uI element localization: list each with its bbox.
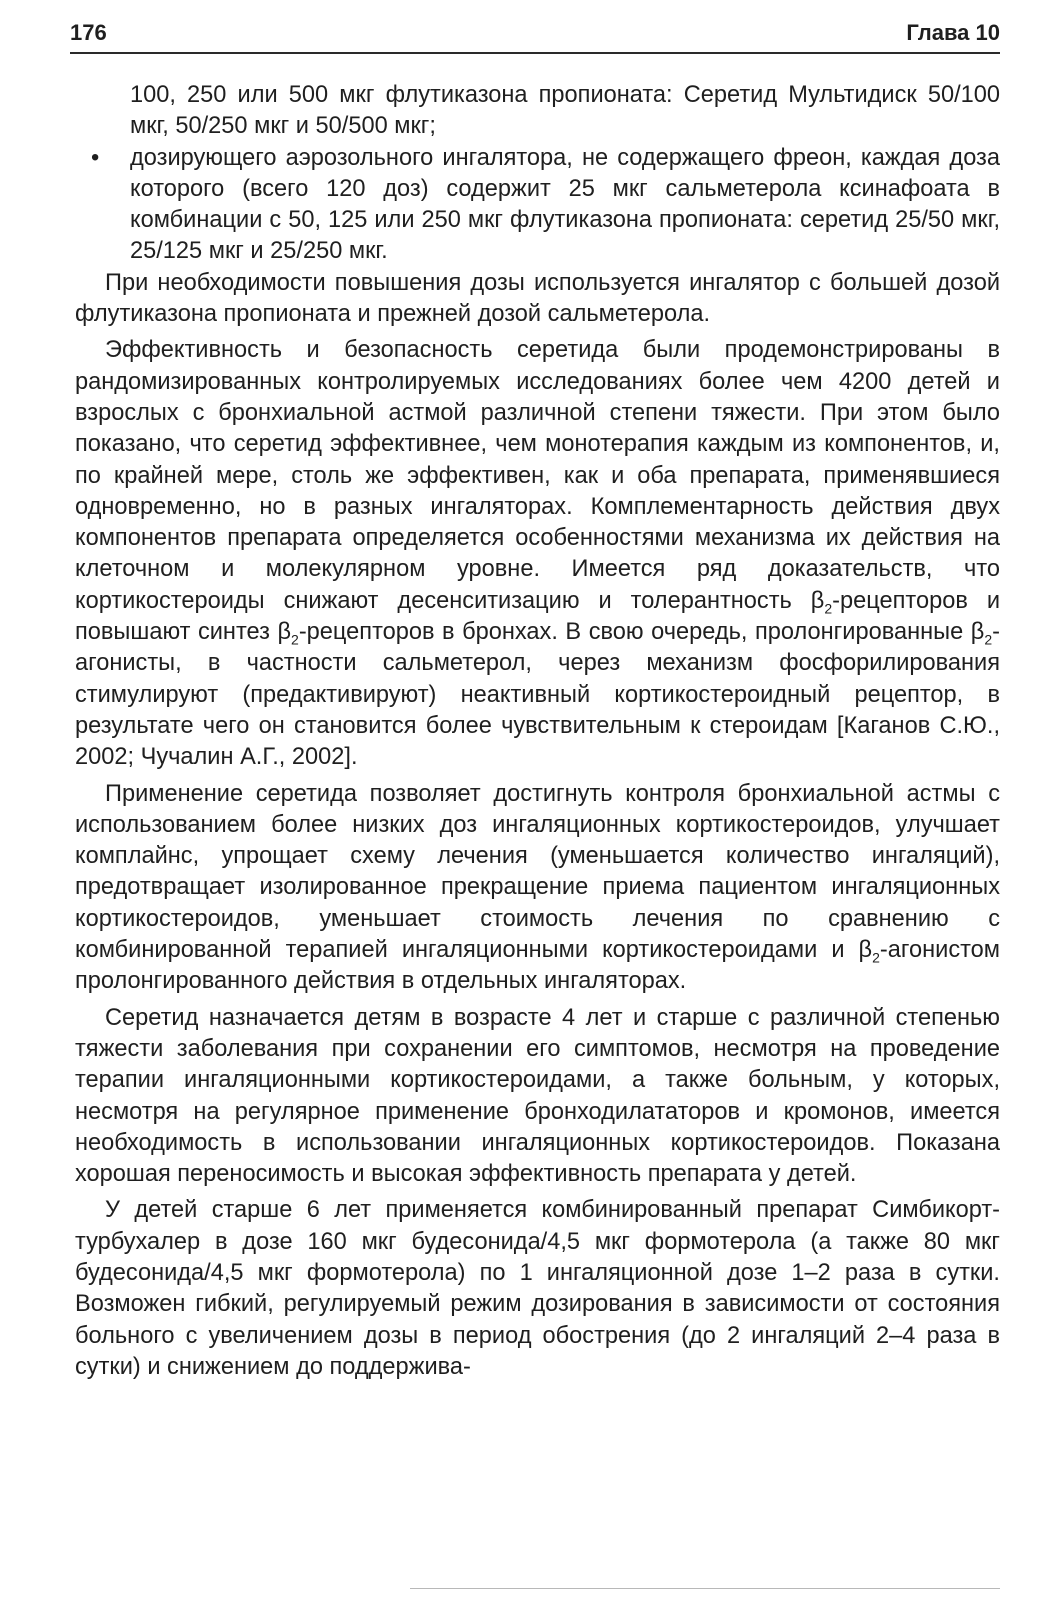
chapter-label: Глава 10 — [906, 20, 1000, 45]
subscript: 2 — [872, 949, 880, 966]
paragraph-2-part-a: Эффективность и безопасность серетида были продемонстрированы в рандомизированных контролируемых исследованиях более чем 4200 детей и взрослых с бронхиальной астмой различной степени тяжести. При этом было показано, что серетид эффективнее, чем монотерапия каждым из компонентов, и, по крайней мере, столь же эффективен, как и оба препарата, применявшиеся одновременно, но в разных ингаляторах. Комплементарность действия двух компонентов препарата определяется особенностями механизма их действия на клеточном и молекулярном уровне. Имеется ряд доказательств, что кортикостероиды снижают десенситизацию и толерантность β — [75, 337, 1000, 614]
page-body — [75, 80, 1000, 1383]
paragraph-2-part-d: -агонисты, в частности сальметерол, через механизм фосфорилирования стимулируют (предактивируют) неактивный кортикостероидный рецептор, в результате чего он становится более чувствительным к стероидам [Каганов С.Ю., 2002; Чучалин А.Г., 2002]. — [75, 619, 1000, 771]
bottom-rule — [410, 1588, 1000, 1589]
paragraph-2 — [75, 335, 1000, 773]
paragraph-1: При необходимости повышения дозы используется ингалятор с большей дозой флутиказона пропионата и прежней дозой сальметерола. — [75, 269, 1000, 328]
running-head — [70, 18, 1000, 54]
paragraph-4: Серетид назначается детям в возрасте 4 лет и старше с различной степенью тяжести заболевания при сохранении его симптомов, несмотря на проведение терапии ингаляционными кортикостероидами, а также больным, у которых, несмотря на регулярное применение бронходилататоров и кромонов, имеется необходимость в использовании ингаляционных кортикостероидов. Показана хорошая переносимость и высокая эффективность препарата у детей. — [75, 1004, 1000, 1188]
subscript: 2 — [824, 600, 833, 617]
subscript: 2 — [984, 631, 993, 648]
paragraph-3 — [75, 779, 1000, 998]
paragraph-2-part-b: -рецепторов и повышают синтез β — [75, 587, 1001, 646]
page-number: 176 — [70, 20, 107, 45]
paragraph-3-part-a: Применение серетида позволяет достигнуть контроля бронхиальной астмы с использованием более низких доз ингаляционных кортикостероидов, улучшает комплайнс, упрощает схему лечения (уменьшается количество ингаляций), предотвращает изолированное прекращение приема пациентом ингаляционных кортикостероидов, уменьшает стоимость лечения по сравнению с комбинированной терапией ингаляционными кортикостероидами и β — [75, 780, 1000, 964]
list-item — [75, 143, 1000, 268]
subscript: 2 — [291, 631, 299, 648]
bullet-icon: • — [91, 144, 100, 171]
list-continuation: 100, 250 или 500 мкг флутиказона пропионата: Серетид Мультидиск 50/100 мкг, 50/250 мкг и 50/500 мкг; — [130, 82, 1000, 140]
list-item-text: дозирующего аэрозольного ингалятора, не содержащего фреон, каждая доза которого (всего 120 доз) содержит 25 мкг сальметерола ксинафоата в комбинации с 50, 125 или 250 мкг флутиказона пропионата: серетид 25/50 мкг, 25/125 мкг и 25/250 мкг. — [130, 144, 1000, 265]
paragraph-5: У детей старше 6 лет применяется комбинированный препарат Симбикорт-турбухалер в дозе 160 мкг будесонида/4,5 мкг формотерола (а также 80 мкг будесонида/4,5 мкг формотерола) по 1 ингаляционной дозе 1–2 раза в сутки. Возможен гибкий, регулируемый режим дозирования в зависимости от состояния больного с увеличением дозы в период обострения (до 2 ингаляций 2–4 раза в сутки) и снижением до поддержива- — [75, 1197, 1000, 1380]
paragraph-2-part-c: -рецепторов в бронхах. В свою очередь, пролонгированные β — [298, 619, 985, 646]
paragraph-3-part-b: -агонистом пролонгированного действия в отдельных ингаляторах. — [75, 937, 1000, 995]
